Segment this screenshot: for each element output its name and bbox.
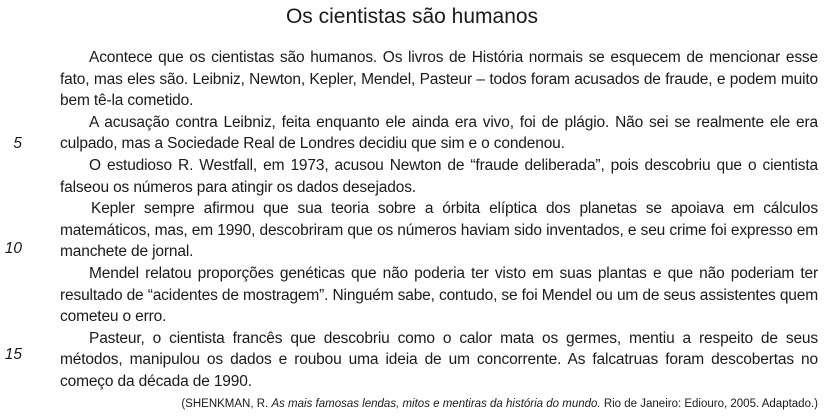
line-number-15: 15 xyxy=(4,346,22,363)
page-title: Os cientistas são humanos xyxy=(285,5,539,28)
line-number-5: 5 xyxy=(13,135,22,152)
line-number-10: 10 xyxy=(4,240,22,257)
paragraph-1: Acontece que os cientistas são humanos. Os livros de História normais se esquecem de mencionar esse fato, mas eles são. Leibniz, Newton, Kepler, Mendel, Pasteur – todos foram acusados de fraude, e podem muito bem tê-la cometido. xyxy=(60,49,818,110)
source-prefix: (SHENKMAN, R. xyxy=(181,398,272,410)
paragraph-2: A acusação contra Leibniz, feita enquanto ele ainda era vivo, foi de plágio. Não sei se realmente ele era culpado, mas a Sociedade Real de Londres decidiu que sim e o condenou. xyxy=(60,113,818,153)
source-book-title: As mais famosas lendas, mitos e mentiras da história do mundo. xyxy=(271,398,601,410)
source-citation xyxy=(181,397,818,412)
paragraph-6: Pasteur, o cientista francês que descobriu como o calor mata os germes, mentiu a respeito de seus métodos, manipulou os dados e roubou uma ideia de um concorrente. As falcatruas foram descobertas no começo da década de 1990. xyxy=(60,329,818,390)
paragraph-5: Mendel relatou proporções genéticas que não poderia ter visto em suas plantas e que não poderiam ter resultado de “acidentes de mostragem”. Ninguém sabe, contudo, se foi Mendel ou um de seus assistentes quem cometeu o erro. xyxy=(60,264,818,326)
source-suffix: Rio de Janeiro: Ediouro, 2005. Adaptado.) xyxy=(600,398,818,410)
paragraph-4: Kepler sempre afirmou que sua teoria sobre a órbita elíptica dos planetas se apoiava em cálculos matemáticos, mas, em 1990, descobriram que os números haviam sido inventados, e seu crime foi expresso em manchete de jornal. xyxy=(60,200,818,261)
article-text xyxy=(60,47,818,393)
paragraph-3: O estudioso R. Westfall, em 1973, acusou Newton de “fraude deliberada”, pois descobriu que o cientista falseou os números para atingir os dados desejados. xyxy=(60,156,818,196)
